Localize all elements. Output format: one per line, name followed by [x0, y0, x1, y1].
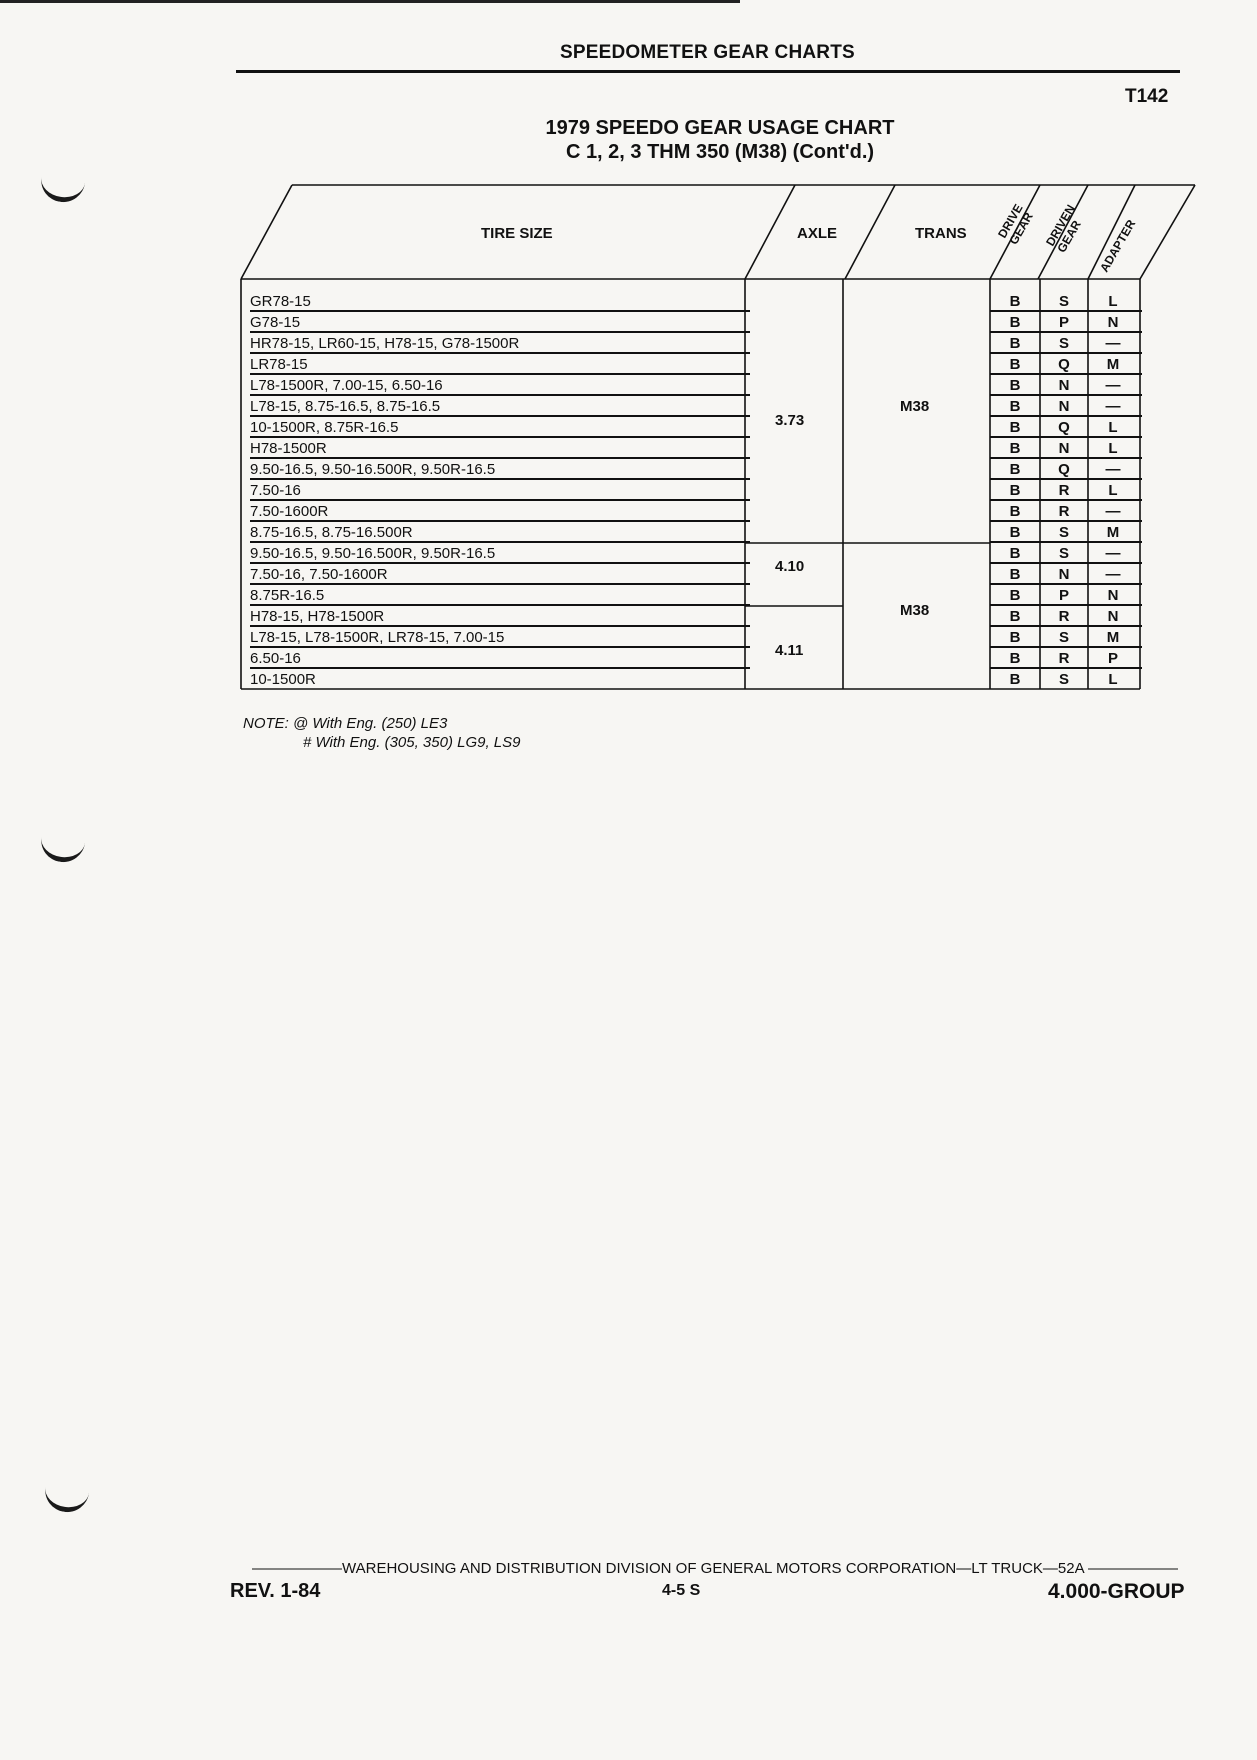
adapter-cell: M [1106, 356, 1120, 373]
row-underline [250, 373, 750, 375]
drive-gear-cell: B [1009, 545, 1021, 562]
binder-hole-mark [38, 832, 85, 865]
driven-gear-cell: Q [1058, 461, 1070, 478]
gear-row-line [990, 373, 1142, 375]
chart-title-line-2: C 1, 2, 3 THM 350 (M38) (Cont'd.) [565, 141, 875, 163]
row-underline [250, 520, 750, 522]
tire-size-cell: 8.75R-16.5 [250, 587, 325, 604]
adapter-cell: N [1107, 314, 1119, 331]
table-row [240, 355, 1140, 375]
drive-gear-cell: B [1009, 566, 1021, 583]
table-row [240, 397, 1140, 417]
adapter-cell: L [1108, 419, 1118, 436]
gear-row-line [990, 520, 1142, 522]
row-underline [250, 646, 750, 648]
gear-row-line [990, 457, 1142, 459]
drive-gear-cell: B [1009, 608, 1021, 625]
drive-gear-cell: B [1009, 629, 1021, 646]
row-underline [250, 625, 750, 627]
gear-row-line [990, 583, 1142, 585]
footnote [243, 714, 521, 752]
driven-gear-cell: S [1058, 524, 1069, 541]
driven-gear-cell: S [1058, 545, 1069, 562]
footer-publisher-line: ——————WAREHOUSING AND DISTRIBUTION DIVISION OF GENERAL MOTORS CORPORATION—LT TRUCK—52A —————— [252, 1560, 1178, 1577]
driven-gear-cell: S [1058, 671, 1069, 688]
tire-size-cell: LR78-15 [250, 356, 308, 373]
row-underline [250, 667, 750, 669]
tire-size-cell: L78-15, L78-1500R, LR78-15, 7.00-15 [250, 629, 505, 646]
driven-gear-cell: N [1058, 440, 1070, 457]
adapter-cell: M [1106, 629, 1120, 646]
tire-size-cell: 9.50-16.5, 9.50-16.500R, 9.50R-16.5 [250, 461, 496, 478]
binder-hole-mark [42, 1482, 89, 1515]
adapter-cell: — [1105, 377, 1121, 394]
adapter-cell: M [1106, 524, 1120, 541]
table-row [240, 544, 1140, 564]
chart-title-line-1: 1979 SPEEDO GEAR USAGE CHART [545, 117, 895, 139]
adapter-cell: L [1108, 293, 1118, 310]
gear-row-line [990, 394, 1142, 396]
drive-gear-cell: B [1009, 440, 1021, 457]
gear-row-line [990, 625, 1142, 627]
gear-row-line [990, 604, 1142, 606]
table-row [240, 670, 1140, 690]
table-row [240, 502, 1140, 522]
col-header-tire-size: TIRE SIZE [481, 225, 553, 242]
adapter-cell: L [1108, 482, 1118, 499]
drive-gear-cell: B [1009, 524, 1021, 541]
table-row [240, 376, 1140, 396]
tire-size-cell: 7.50-16, 7.50-1600R [250, 566, 388, 583]
gear-row-line [990, 646, 1142, 648]
drive-gear-cell: B [1009, 293, 1021, 310]
table-row [240, 292, 1140, 312]
trans-group-value: M38 [900, 398, 930, 415]
row-underline [250, 331, 750, 333]
tire-size-cell: 7.50-16 [250, 482, 301, 499]
drive-gear-cell: B [1009, 461, 1021, 478]
footnote-line-1: NOTE: @ With Eng. (250) LE3 [243, 715, 448, 732]
tire-size-cell: 8.75-16.5, 8.75-16.500R [250, 524, 413, 541]
col-header-driven-gear: DRIVEN GEAR [1043, 202, 1084, 255]
row-underline [250, 352, 750, 354]
footnote-line-2: # With Eng. (305, 350) LG9, LS9 [303, 734, 521, 751]
row-underline [250, 415, 750, 417]
axle-group-value: 4.10 [775, 558, 805, 575]
trans-group-value: M38 [900, 602, 930, 619]
adapter-cell: N [1107, 587, 1119, 604]
footer-page-number: 4-5 S [662, 1582, 701, 1599]
gear-row-line [990, 499, 1142, 501]
drive-gear-cell: B [1009, 503, 1021, 520]
table-row [240, 334, 1140, 354]
table-row [240, 460, 1140, 480]
driven-gear-cell: Q [1058, 419, 1070, 436]
driven-gear-cell: P [1058, 587, 1069, 604]
tire-size-cell: G78-15 [250, 314, 301, 331]
tire-size-cell: 9.50-16.5, 9.50-16.500R, 9.50R-16.5 [250, 545, 496, 562]
driven-gear-cell: R [1058, 650, 1070, 667]
gear-row-line [990, 541, 1142, 543]
drive-gear-cell: B [1009, 314, 1021, 331]
drive-gear-cell: B [1009, 377, 1021, 394]
driven-gear-cell: S [1058, 629, 1069, 646]
footer-revision: REV. 1-84 [230, 1580, 321, 1602]
tire-size-cell: 10-1500R [250, 671, 316, 688]
driven-gear-cell: N [1058, 377, 1070, 394]
row-underline [250, 310, 750, 312]
driven-gear-cell: S [1058, 293, 1069, 310]
table-row [240, 586, 1140, 606]
adapter-cell: — [1105, 566, 1121, 583]
page-code: T142 [1125, 86, 1169, 107]
row-underline [250, 457, 750, 459]
driven-gear-cell: R [1058, 503, 1070, 520]
table-row [240, 481, 1140, 501]
page-header-title: SPEEDOMETER GEAR CHARTS [560, 42, 855, 63]
drive-gear-cell: B [1009, 398, 1021, 415]
gear-row-line [990, 331, 1142, 333]
table-row [240, 649, 1140, 669]
row-underline [250, 562, 750, 564]
adapter-cell: — [1105, 503, 1121, 520]
drive-gear-cell: B [1009, 419, 1021, 436]
tire-size-cell: H78-15, H78-1500R [250, 608, 385, 625]
adapter-cell: L [1108, 440, 1118, 457]
drive-gear-cell: B [1009, 671, 1021, 688]
col-header-trans: TRANS [915, 225, 967, 242]
driven-gear-cell: S [1058, 335, 1069, 352]
tire-size-cell: 10-1500R, 8.75R-16.5 [250, 419, 399, 436]
driven-gear-cell: N [1058, 398, 1070, 415]
adapter-cell: — [1105, 398, 1121, 415]
row-underline [250, 541, 750, 543]
table-row [240, 418, 1140, 438]
row-underline [250, 604, 750, 606]
axle-group-value: 4.11 [775, 642, 804, 659]
tire-size-cell: H78-1500R [250, 440, 327, 457]
col-header-adapter: ADAPTER [1097, 217, 1139, 275]
axle-group-value: 3.73 [775, 412, 805, 429]
driven-gear-cell: R [1058, 482, 1070, 499]
adapter-cell: N [1107, 608, 1119, 625]
table-row [240, 523, 1140, 543]
col-header-axle: AXLE [797, 225, 838, 242]
table-row [240, 565, 1140, 585]
tire-size-cell: L78-1500R, 7.00-15, 6.50-16 [250, 377, 443, 394]
gear-row-line [990, 352, 1142, 354]
gear-row-line [990, 562, 1142, 564]
gear-row-line [990, 478, 1142, 480]
tire-size-cell: L78-15, 8.75-16.5, 8.75-16.5 [250, 398, 441, 415]
table-row [240, 607, 1140, 627]
row-underline [250, 394, 750, 396]
row-underline [250, 583, 750, 585]
gear-row-line [990, 667, 1142, 669]
adapter-cell: P [1107, 650, 1118, 667]
col-header-drive-gear: DRIVE GEAR [995, 201, 1036, 247]
tire-size-cell: 6.50-16 [250, 650, 301, 667]
gear-row-line [990, 436, 1142, 438]
adapter-cell: — [1105, 545, 1121, 562]
row-underline [250, 499, 750, 501]
table-row [240, 628, 1140, 648]
drive-gear-cell: B [1009, 482, 1021, 499]
drive-gear-cell: B [1009, 356, 1021, 373]
row-underline [250, 478, 750, 480]
adapter-cell: — [1105, 461, 1121, 478]
driven-gear-cell: R [1058, 608, 1070, 625]
table-row [240, 439, 1140, 459]
driven-gear-cell: P [1058, 314, 1069, 331]
adapter-cell: — [1105, 335, 1121, 352]
footer-group: 4.000-GROUP [1048, 1580, 1185, 1603]
driven-gear-cell: N [1058, 566, 1070, 583]
adapter-cell: L [1108, 671, 1118, 688]
tire-size-cell: HR78-15, LR60-15, H78-15, G78-1500R [250, 335, 520, 352]
row-underline [250, 436, 750, 438]
drive-gear-cell: B [1009, 587, 1021, 604]
gear-row-line [990, 415, 1142, 417]
tire-size-cell: GR78-15 [250, 293, 311, 310]
driven-gear-cell: Q [1058, 356, 1070, 373]
table-row [240, 313, 1140, 333]
tire-size-cell: 7.50-1600R [250, 503, 329, 520]
gear-row-line [990, 310, 1142, 312]
drive-gear-cell: B [1009, 335, 1021, 352]
drive-gear-cell: B [1009, 650, 1021, 667]
